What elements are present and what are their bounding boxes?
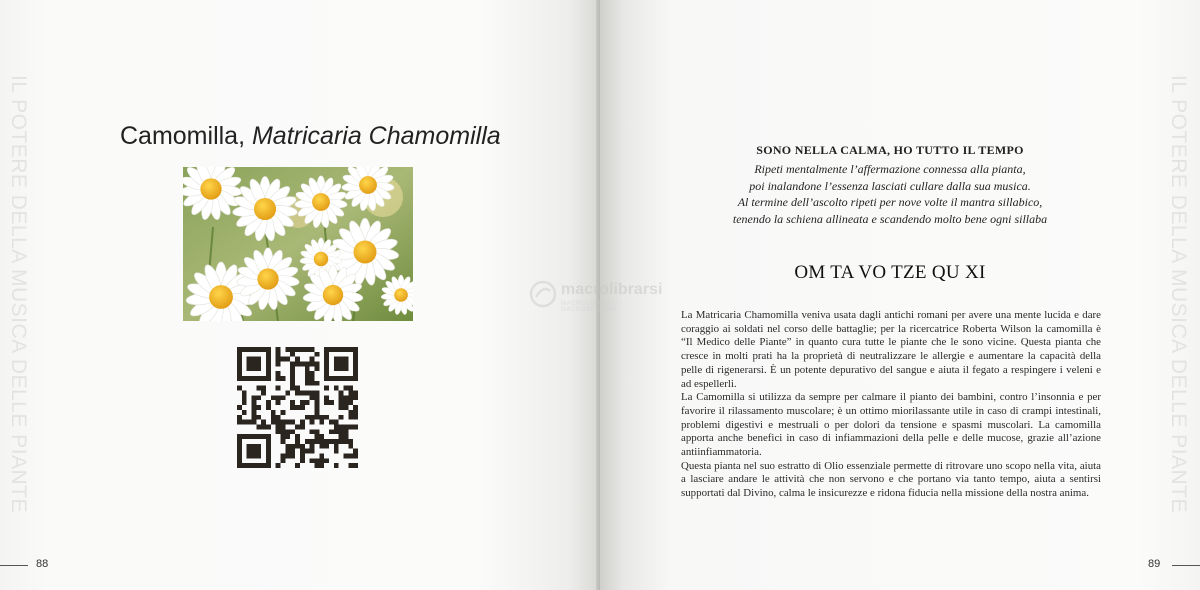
mantra-heading: OM TA VO TZE QU XI [794,262,986,283]
affirmation-line: poi inalandone l’essenza lasciati cullare dalla sua musica. [749,178,1031,193]
affirmation-line: Al termine dell’ascolto ripeti per nove volte il mantra sillabico, [737,195,1043,209]
page-rule [1172,565,1200,566]
page-number-right: 89 [1148,558,1161,570]
affirmation-heading: SONO NELLA CALMA, HO TUTTO IL TEMPO [756,143,1024,157]
watermark-tagline: MACROLIBRARSI · MACROEDIZIONI [561,301,624,313]
qr-code[interactable] [237,347,358,468]
body-paragraph: Questa pianta nel suo estratto di Olio essenziale permette di ritrovare uno scopo nella vita, aiuta a lasciare andare le attività che non servono e che portano via tanto tempo, aiuta a sentirsi supportati dal Divino, calma le insicurezze e ridona fiducia nella missione della nostra anima. [681,459,1101,500]
running-title: IL POTERE DELLA MUSICA DELLE PIANTE [7,75,30,514]
affirmation-block [720,143,1060,227]
page-rule [0,565,28,566]
body-paragraph: La Camomilla si utilizza da sempre per calmare il pianto dei bambini, contro l’insonnia e per favorire il rilassamento muscolare; è un ottimo miorilassante utile in caso di crampi intestinali, problemi digestivi e mestruali o per dolori da tensione e spasmi muscolari. La camomilla apporta anche benefici in caso di infiammazioni della pelle e delle mucose, grazie all’azione antiinfiammatoria. [681,391,1101,459]
plant-common-name: Camomilla, [120,122,252,150]
chamomile-image [183,167,413,321]
page-number-left: 88 [36,558,49,570]
running-title: IL POTERE DELLA MUSICA DELLE PIANTE [1167,75,1190,514]
body-text [681,309,1101,501]
body-paragraph: La Matricaria Chamomilla veniva usata dagli antichi romani per avere una mente lucida e dare coraggio ai soldati nel corso delle battaglie; per la ricercatrice Roberta Wilson la camomilla è “Il Medico delle Piante” in quanto cura tutte le piante che le sono vicine. Questa pianta che cresce in molti prati ha la proprietà di neutralizzare le allergie e aumentare la capacità della pelle di rigenerarsi. È un potente depurativo del sangue e aiuta il fegato a respingere i veleni e ad espellerli. [681,309,1101,390]
watermark-brand: macrolibrarsi [561,281,663,298]
affirmation-line: tenendo la schiena allineata e scandendo molto bene ogni sillaba [732,211,1048,226]
affirmation-line: Ripeti mentalmente l’affermazione connessa alla pianta, [754,162,1026,176]
chamomile-photo [183,167,413,321]
plant-title [120,122,540,151]
plant-latin-name: Matricaria Chamomilla [251,122,501,150]
qr-code-image [237,347,358,468]
right-page [600,0,1200,590]
